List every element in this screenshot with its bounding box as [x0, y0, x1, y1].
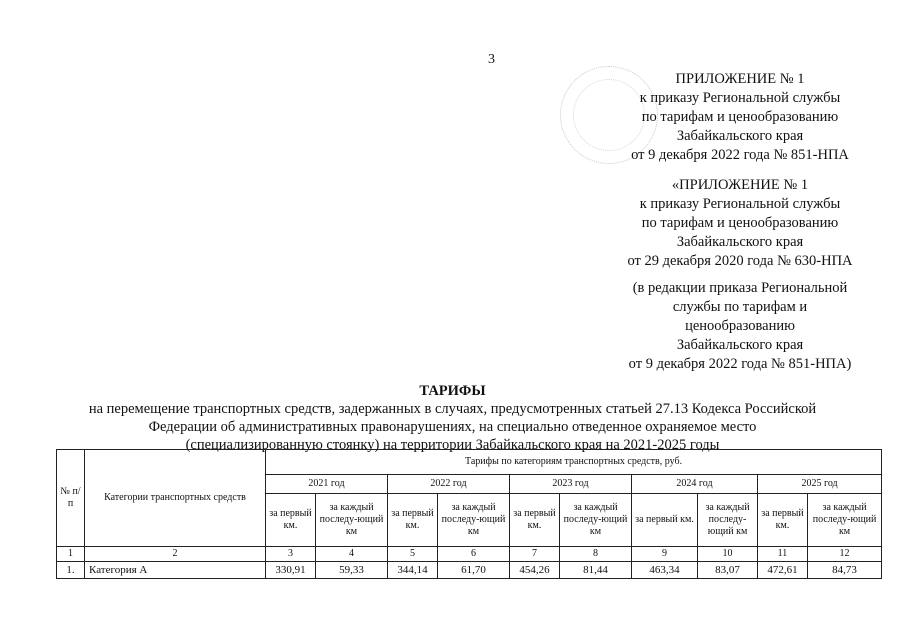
- edition-line: службы по тарифам и: [672, 299, 808, 315]
- column-number: 10: [698, 547, 758, 562]
- column-number: 11: [758, 547, 808, 562]
- header-year: 2025 год: [758, 475, 882, 494]
- table-row: [57, 562, 882, 579]
- header-category: Категории транспортных средств: [85, 450, 266, 547]
- title-line: на перемещение транспортных средств, задержанных в случаях, предусмотренных статьей 27.13 Кодекса Российской: [88, 401, 817, 417]
- document-title: [60, 382, 845, 454]
- appendix-line: к приказу Региональной службы: [639, 90, 841, 106]
- tariff-cell: 344,14: [388, 562, 438, 579]
- header-year: 2021 год: [266, 475, 388, 494]
- appendix-line: ПРИЛОЖЕНИЕ № 1: [675, 71, 805, 87]
- column-number: 3: [266, 547, 316, 562]
- header-first-km: за первый км.: [758, 494, 808, 547]
- column-number: 8: [560, 547, 632, 562]
- tariff-cell: 61,70: [438, 562, 510, 579]
- tariff-cell: 330,91: [266, 562, 316, 579]
- appendix-line: от 29 декабря 2020 года № 630-НПА: [627, 253, 853, 269]
- page-number: 3: [488, 52, 495, 67]
- row-number-cell: 1.: [57, 562, 85, 579]
- column-number: 7: [510, 547, 560, 562]
- appendix-line: Забайкальского края: [676, 128, 804, 144]
- tariffs-table: [56, 449, 882, 579]
- column-number: 12: [808, 547, 882, 562]
- tariff-cell: 472,61: [758, 562, 808, 579]
- edition-line: ценообразованию: [685, 318, 795, 334]
- appendix-line: к приказу Региональной службы: [639, 196, 841, 212]
- appendix-line: «ПРИЛОЖЕНИЕ № 1: [671, 177, 809, 193]
- appendix-block: [610, 70, 870, 165]
- header-each-km: за каждый последу-ющий км: [316, 494, 388, 547]
- title-line: (специализированную стоянку) на территории Забайкальского края на 2021-2025 годы: [185, 437, 720, 453]
- header-year: 2022 год: [388, 475, 510, 494]
- tariff-cell: 454,26: [510, 562, 560, 579]
- column-number: 5: [388, 547, 438, 562]
- header-tariffs-group: Тарифы по категориям транспортных средств, руб.: [266, 450, 882, 475]
- header-first-km: за первый км.: [388, 494, 438, 547]
- header-each-km: за каждый последу-ющий км: [698, 494, 758, 547]
- column-number: 1: [57, 547, 85, 562]
- header-year: 2023 год: [510, 475, 632, 494]
- header-first-km: за первый км.: [510, 494, 560, 547]
- edition-line: от 9 декабря 2022 года № 851-НПА): [628, 356, 852, 372]
- title-heading: ТАРИФЫ: [419, 383, 486, 399]
- tariff-cell: 84,73: [808, 562, 882, 579]
- column-number: 6: [438, 547, 510, 562]
- appendix-line: по тарифам и ценообразованию: [641, 109, 839, 125]
- column-number: 9: [632, 547, 698, 562]
- tariff-cell: 59,33: [316, 562, 388, 579]
- edition-note-block: [610, 279, 870, 374]
- header-year: 2024 год: [632, 475, 758, 494]
- header-first-km: за первый км.: [632, 494, 698, 547]
- title-line: Федерации об административных правонарушениях, на специально отведенное охраняемое место: [148, 419, 757, 435]
- column-number: 4: [316, 547, 388, 562]
- header-first-km: за первый км.: [266, 494, 316, 547]
- edition-line: (в редакции приказа Региональной: [632, 280, 848, 296]
- header-row-number: № п/п: [57, 450, 85, 547]
- appendix-line: по тарифам и ценообразованию: [641, 215, 839, 231]
- original-appendix-block: [610, 176, 870, 271]
- appendix-line: от 9 декабря 2022 года № 851-НПА: [631, 147, 849, 163]
- tariff-cell: 81,44: [560, 562, 632, 579]
- tariff-cell: 463,34: [632, 562, 698, 579]
- header-each-km: за каждый последу-ющий км: [808, 494, 882, 547]
- tariff-cell: 83,07: [698, 562, 758, 579]
- appendix-line: Забайкальского края: [676, 234, 804, 250]
- header-each-km: за каждый последу-ющий км: [438, 494, 510, 547]
- category-cell: Категория А: [85, 562, 266, 579]
- column-number: 2: [85, 547, 266, 562]
- header-each-km: за каждый последу-ющий км: [560, 494, 632, 547]
- edition-line: Забайкальского края: [676, 337, 804, 353]
